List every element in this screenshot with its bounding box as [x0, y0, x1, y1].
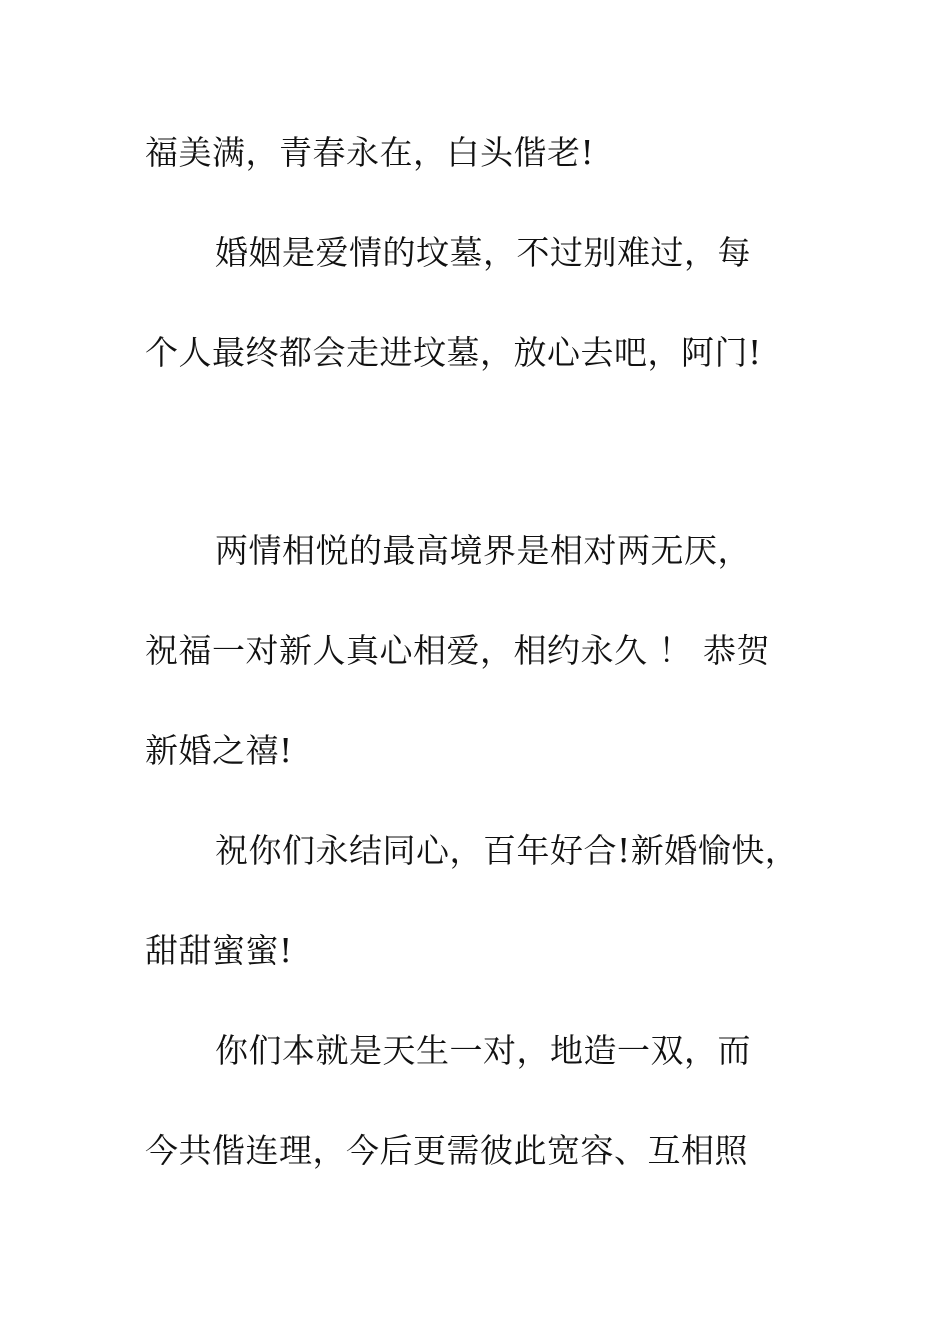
text-line: 今共偕连理，今后更需彼此宽容、互相照	[145, 1131, 748, 1170]
paragraph-first-line: 你们本就是天生一对，地造一双，而	[215, 1031, 751, 1070]
paragraph-first-line: 两情相悦的最高境界是相对两无厌，	[215, 531, 751, 570]
paragraph-first-line: 婚姻是爱情的坟墓，不过别难过，每	[215, 233, 751, 272]
text-line: 新婚之禧!	[145, 731, 293, 770]
text-line: 个人最终都会走进坟墓，放心去吧，阿门!	[145, 333, 762, 372]
paragraph-first-line: 祝你们永结同心，百年好合!新婚愉快，	[215, 831, 799, 870]
text-line: 祝福一对新人真心相爱，相约永久 ！ 恭贺	[145, 631, 770, 670]
text-line: 甜甜蜜蜜!	[145, 931, 293, 970]
text-line: 福美满，青春永在，白头偕老!	[145, 133, 595, 172]
